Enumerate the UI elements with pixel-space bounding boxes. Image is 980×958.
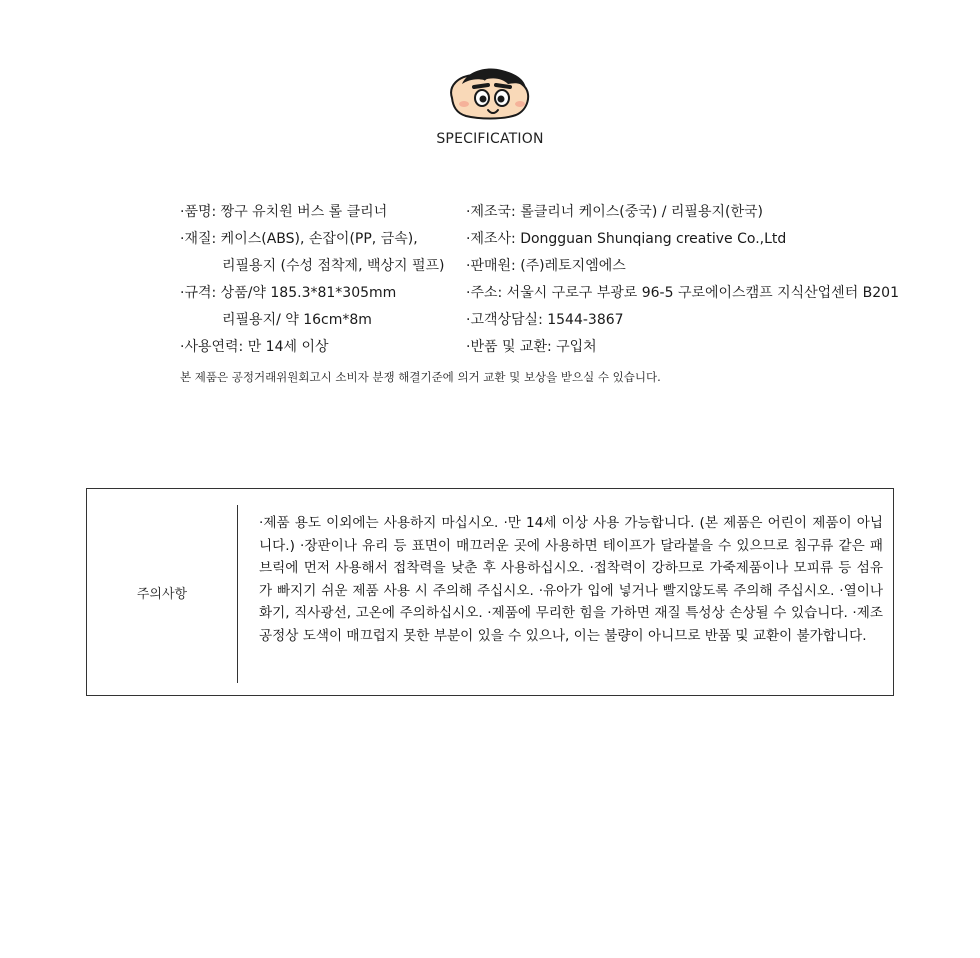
spec-item-seller: ·판매원: (주)레토지엠에스 (466, 258, 626, 274)
spec-item-manufacturer: ·제조사: Dongguan Shunqiang creative Co.,Ltd (466, 231, 787, 247)
spec-item-product-name: ·품명: 짱구 유치원 버스 롤 클리너 (180, 204, 388, 220)
shin-chan-face-icon (444, 66, 532, 122)
spec-item-size: ·규격: 상품/약 185.3*81*305mm (180, 285, 397, 301)
caution-title: 주의사항 (136, 587, 188, 602)
spec-list-left (180, 202, 445, 364)
spec-list-right (466, 202, 899, 364)
caution-box (86, 488, 894, 696)
spec-item-country: ·제조국: 롤클리너 케이스(중국) / 리필용지(한국) (466, 204, 763, 220)
consumer-notice: 본 제품은 공정거래위원회고시 소비자 분쟁 해결기준에 의거 교환 및 보상을 받으실 수 있습니다. (180, 370, 661, 384)
caution-text: ·제품 용도 이외에는 사용하지 마십시오. ·만 14세 이상 사용 가능합니다. (본 제품은 어린이 제품이 아닙니다.) ·장판이나 유리 등 표면이 매끄러운 곳에 사용하면 테이프가 달라붙을 수 있으므로 침구류 같은 패브릭에 먼저 사용해서 접착력을 낮춘 후 사용하십시오. ·접착력이 강하므로 가죽제품이나 모피류 등 섬유가 빠지기 쉬운 제품 사용 시 주의해 주십시오. ·유아가 입에 넣거나 빨지않도록 주의해 주십시오. ·열이나 화기, 직사광선, 고온에 주의하십시오. ·제품에 무리한 힘을 가하면 재질 특성상 손상될 수 있습니다. ·제조 공정상 도색이 매끄럽지 못한 부분이 있을 수 있으나, 이는 불량이 아니므로 반품 및 교환이 불가합니다. (259, 515, 883, 644)
spec-item-returns: ·반품 및 교환: 구입처 (466, 339, 597, 355)
spec-item-material-refill: 리필용지 (수성 점착제, 백상지 펄프) (222, 258, 445, 274)
spec-item-age: ·사용연력: 만 14세 이상 (180, 339, 329, 355)
spec-item-material: ·재질: 케이스(ABS), 손잡이(PP, 금속), (180, 231, 418, 247)
caution-divider (237, 505, 238, 683)
spec-item-address: ·주소: 서울시 구로구 부광로 96-5 구로에이스캠프 지식산업센터 B201 (466, 285, 899, 301)
spec-item-size-refill: 리필용지/ 약 16cm*8m (222, 312, 372, 328)
spec-item-customer-center: ·고객상담실: 1544-3867 (466, 312, 624, 328)
page-title: SPECIFICATION (436, 131, 544, 147)
